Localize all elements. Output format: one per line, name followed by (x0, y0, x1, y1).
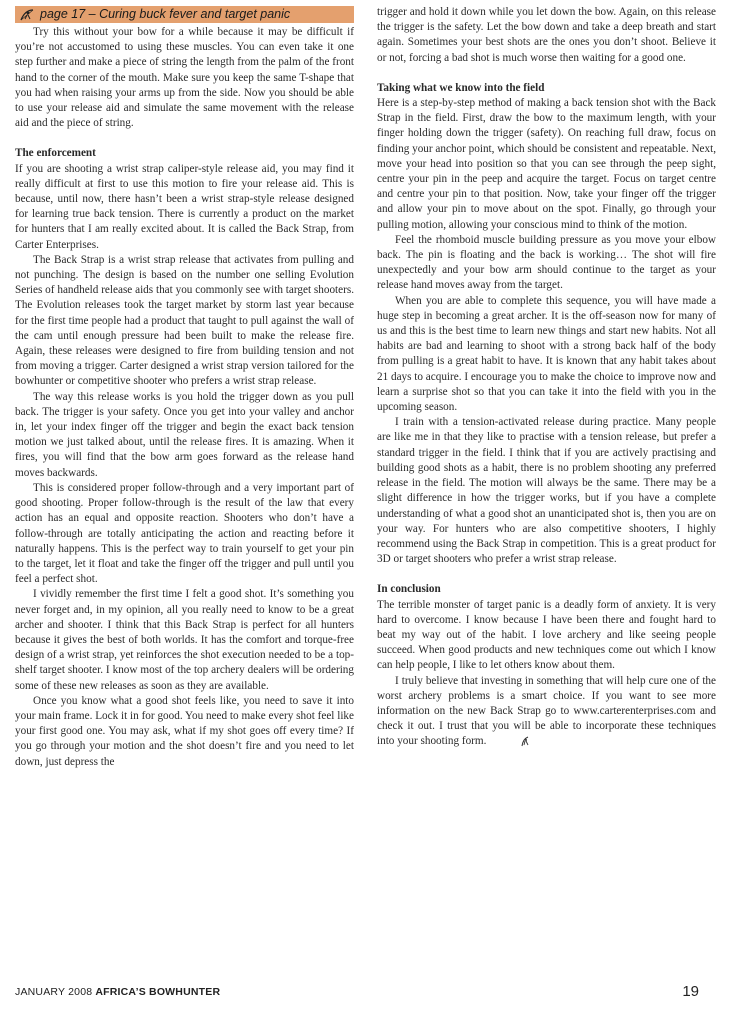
page-footer (15, 983, 699, 1003)
section-heading-conclusion: In conclusion (377, 583, 441, 596)
paragraph: This is considered proper follow-through and a very important part of good shooting. Proper follow-through is the result of the law that every action has an equal and opposite reaction. Shooters who don’t have a follow-through are totally anticipating the action and reacting before it naturally happens. This is the perfect way to train yourself to get your pin to the target, let it float and take the finger off the trigger and pull until you feel a perfect shot. (15, 481, 354, 586)
paragraph: I vividly remember the first time I felt a good shot. It’s something you never forget and, in my opinion, all you really need to know to be a great archer and shooter. I think that this Back Strap is perfect for all hunters because it gives the best of both worlds. It has the comfort and torque-free design of a wrist strap, yet reinforces the shot execution needed to be a top-shelf target shooter. I know most of the top archery dealers will be ordering some of these new releases as soon as they are available. (15, 588, 354, 692)
archer-end-mark-icon (502, 736, 512, 748)
section-heading-enforcement: The enforcement (15, 147, 96, 160)
paragraph: Feel the rhomboid muscle building pressure as you move your elbow back. The pin is floating and the back is working… The shot will fire unexpectedly and your bow arm should continue to the target as your release hand moves away from the target. (377, 233, 716, 292)
paragraph: trigger and hold it down while you let down the bow. Again, on this release the trigger is the safety. Let the bow down and take a deep breath and start again. Sometimes your best shots are the ones you don’t shoot. Believe it or not, forcing a bad shot is much worse then waiting for a good one. (377, 6, 716, 64)
paragraph-text: I truly believe that investing in something that will help cure one of the worst archery problems is a smart choice. If you want to see more information on the new Back Strap go to www.carterenterprises.com and check it out. I trust that you will be able to incorporate these techniques into your shooting form. (377, 674, 716, 748)
right-column (377, 5, 716, 750)
paragraph: The Back Strap is a wrist strap release that activates from pulling and not punching. The design is based on the number one selling Evolution Series of handheld release aids that you commonly see with target shooters. The Evolution releases took the target market by storm last year because for the first time people had a product that taught to pull against the wall of the cam until enough pressure had been built to make the release fire. Again, these releases were designed to fire from building tension and not from moving a trigger. Carter designed a wrist strap version tailored for the bowhunter or competitive shooter who prefers a wrist strap release. (15, 253, 354, 388)
bow-hunter-icon (19, 8, 36, 22)
continuation-label: page 17 – Curing buck fever and target panic (40, 6, 291, 21)
footer-masthead (15, 986, 220, 998)
continuation-banner (15, 6, 354, 23)
paragraph: Once you know what a good shot feels like, you need to save it into your main frame. Lock it in for good. You need to make every shot feel like your first good one. You may ask, what if my shot goes off every time? If you go through your motion and the shot doesn’t fire and you need to let down, just depress the (15, 694, 354, 768)
paragraph: The way this release works is you hold the trigger down as you pull back. The trigger is your safety. Once you get into your valley and anchor in, let your index finger off the trigger and begin the exact back tension motion we just talked about, until the release fires. It is amazing. When it fires, you will find that the bow arm goes forward as the release hand moves backwards. (15, 390, 354, 479)
magazine-name: AFRICA’S BOWHUNTER (95, 986, 221, 998)
paragraph: The terrible monster of target panic is a deadly form of anxiety. It is very hard to overcome. I know because I have been there and fought hard to beat my way out of the habit. I love archery and like seeing people succeed. When good products and new techniques come out which I know can help people, I like to let others know about them. (377, 598, 716, 672)
paragraph: Here is a step-by-step method of making a back tension shot with the Back Strap in the field. First, draw the bow to the maximum length, with your finger holding down the trigger (safety). On reaching full draw, focus on finding your anchor point, which should be consistent and repeatable. Next, move your head into position so that you can see through the peep sight, centre your pin in the peep and acquire the target. Focus on target centre and centre your pin to that position. Now, take your finger off the trigger and allow your pin to move about on the spot. Finally, go through your pulling motion, allowing your conscious mind to think of the motion. (377, 97, 716, 231)
paragraph: Try this without your bow for a while because it may be difficult if you’re not accustomed to using these muscles. You can even take it one step further and make a piece of string the length from the palm of the front hand to the corner of the mouth. Make sure you keep the same T-shape that you had when raising your arms up from the side. Now you should be able to use your release aid and simulate the same movement with the release aid and the piece of string. (15, 26, 354, 130)
section-heading-field: Taking what we know into the field (377, 81, 545, 94)
paragraph: If you are shooting a wrist strap caliper-style release aid, you may find it really difficult at first to use this motion to fire your release aid. This is because, until now, there hasn’t been a wrist strap-style release designed for learning true back tension. There is currently a product on the market for hunters that I am really excited about. It is called the Back Strap, from Carter Enterprises. (15, 162, 354, 251)
paragraph: I train with a tension-activated release during practice. Many people are like me in that they like to practise with a tension release, but prefer a standard trigger in the field. I think that if you are actively practising and building good shots as a habit, there is no problem shooting any preferred release in the field. The motion will always be the same. There may be a slight difference in how the trigger works, but if you have a complete understanding of what a good shot an unanticipated shot is, then you are on your way. For hunters who are also competitive shooters, I highly recommend using the Back Strap in competition. This is a great product for 3D or target shooters who prefer a wrist strap release. (377, 416, 716, 566)
page-number: 19 (682, 983, 699, 1000)
paragraph (377, 674, 716, 750)
left-column (15, 6, 354, 770)
issue-date: JANUARY 2008 (15, 986, 93, 998)
paragraph: When you are able to complete this sequence, you will have made a huge step in becoming a great archer. It is the off-season now for many of us and this is the best time to learn new things and start new habits. Not all habits are bad and learning to shoot with a strong back half of the body from pulling is a great habit to have. It is known that any habit takes about 21 days to acquire. I encourage you to make the choice to improve now and learn a surprise shot so that you can take it into the field with you in the upcoming season. (377, 294, 716, 414)
